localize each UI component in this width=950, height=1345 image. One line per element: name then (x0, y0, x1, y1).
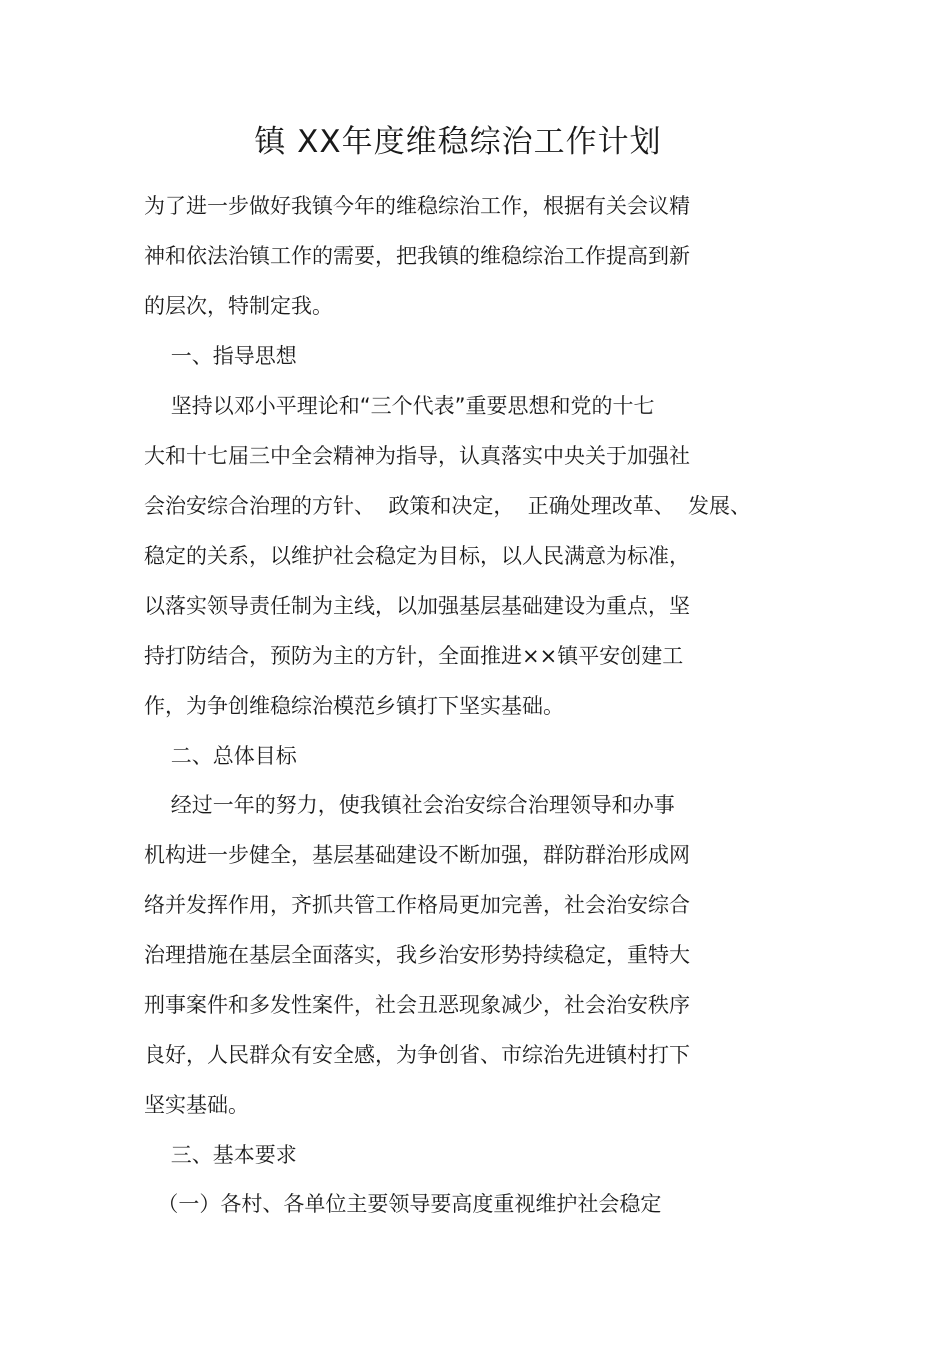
text-line: 会治安综合治理的方针、 政策和决定， 正确处理改革、 发展、 (144, 494, 752, 518)
text-line: 神和依法治镇工作的需要，把我镇的维稳综治工作提高到新 (144, 244, 690, 268)
text-line: 稳定的关系，以维护社会稳定为目标，以人民满意为标准， (144, 544, 690, 568)
text-line: 大和十七届三中全会精神为指导，认真落实中央关于加强社 (144, 444, 690, 468)
document-title: 镇 XX年度维稳综治工作计划 (254, 124, 662, 160)
text-line: 的层次，特制定我。 (144, 294, 333, 318)
text-line: 络并发挥作用，齐抓共管工作格局更加完善，社会治安综合 (144, 893, 690, 917)
text-line: 坚实基础。 (144, 1093, 249, 1117)
text-line: 治理措施在基层全面落实，我乡治安形势持续稳定，重特大 (144, 943, 690, 967)
text-line: 以落实领导责任制为主线，以加强基层基础建设为重点，坚 (144, 594, 690, 618)
text-line: 机构进一步健全，基层基础建设不断加强，群防群治形成网 (144, 843, 690, 867)
text-line: 为了进一步做好我镇今年的维稳综治工作，根据有关会议精 (144, 194, 690, 218)
text-line: 作，为争创维稳综治模范乡镇打下坚实基础。 (144, 694, 564, 718)
section-heading: 二、总体目标 (144, 744, 297, 768)
text-line: 坚持以邓小平理论和“三个代表”重要思想和党的十七 (144, 394, 655, 418)
text-line: 持打防结合，预防为主的方针，全面推进××镇平安创建工 (144, 644, 684, 668)
text-line: 经过一年的努力，使我镇社会治安综合治理领导和办事 (144, 793, 675, 817)
text-line: （一）各村、各单位主要领导要高度重视维护社会稳定 (144, 1192, 662, 1216)
section-heading: 三、基本要求 (144, 1143, 297, 1167)
text-line: 良好，人民群众有安全感，为争创省、市综治先进镇村打下 (144, 1043, 690, 1067)
section-heading: 一、指导思想 (144, 344, 297, 368)
text-line: 刑事案件和多发性案件，社会丑恶现象减少，社会治安秩序 (144, 993, 690, 1017)
